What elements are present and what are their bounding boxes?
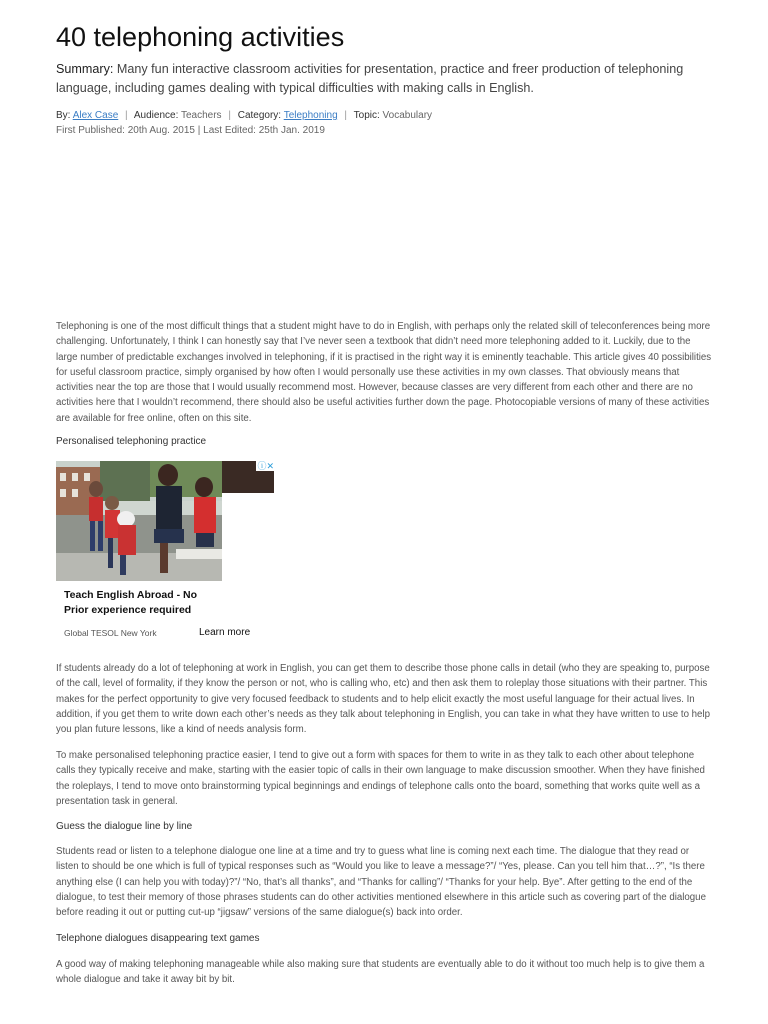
- category-link[interactable]: Telephoning: [283, 110, 338, 121]
- meta-separator: |: [228, 110, 231, 121]
- page-title: 40 telephoning activities: [56, 22, 345, 52]
- ad-advertiser: Global TESOL New York: [64, 628, 157, 638]
- audience-value: Teachers: [180, 110, 222, 121]
- ad-cta-button[interactable]: Learn more: [199, 627, 251, 638]
- article-meta: [56, 108, 432, 138]
- summary-text: Many fun interactive classroom activities for presentation, practice and freer production of telephoning language, including games dealing with typical difficulties with making calls in English.: [56, 62, 684, 95]
- meta-line: [56, 108, 432, 123]
- section-heading: Telephone dialogues disappearing text games: [56, 933, 260, 944]
- paragraph: To make personalised telephoning practice easier, I tend to give out a form with spaces for them to write in as they talk to each other about telephone calls they typically receive and make, starting with the easier topic of calls in their own language to make discussion smoother. When they have finished the roleplays, I tend to move onto brainstorming typical beginnings and endings of telephone calls onto the board, something that works quite well as a presentation task in general.: [56, 750, 705, 807]
- category-label: Category:: [237, 110, 282, 121]
- ad-photo: [56, 461, 222, 581]
- ad-headline[interactable]: Teach English Abroad - No Prior experience required: [64, 589, 198, 616]
- paragraph: Students read or listen to a telephone dialogue one line at a time and try to guess what line is coming next each time. The dialogue that they read or listen to should be one which is full of typical responses such as “Would you like to leave a message?”/ “Yes, please. Can you tell him that…?”, “Is there anything else (I can help you with today)?”/ “No, that’s all thanks”, and “Thanks for calling”/ “Thanks for your help. Bye”. After getting to the end of the dialogue, to test their memory of those phrases students can do other activities mentioned elsewhere in this article such as covering part of the dialogue before reading it out or putting cut-up “jigsaw” versions of the same dialogue(s) back into order.: [56, 846, 706, 919]
- paragraph: A good way of making telephoning manageable while also making sure that students are eventually able to do it without too much help is to give them a whole dialogue and take it away bit by bit.: [56, 959, 705, 986]
- ad-unit[interactable]: [56, 461, 274, 643]
- section-heading: Guess the dialogue line by line: [56, 821, 193, 832]
- meta-separator: |: [344, 110, 348, 121]
- section-heading: Personalised telephoning practice: [56, 436, 207, 447]
- paragraph: If students already do a lot of telephoning at work in English, you can get them to describe those phone calls in detail (who they are speaking to, purpose of the call, level of formality, if they know the person or not, who is calling who, etc) and then ask them to roleplay those situations with their partner. This makes for the perfect opportunity to give very focused feedback to students and to help elicit exactly the most useful language for their actual lives. In addition, if you get them to write down each other’s needs as they talk about telephoning in English, you can take in what they have written to use to help you plan future lessons, like a kind of needs analysis form.: [56, 663, 710, 736]
- meta-separator: |: [125, 110, 128, 121]
- topic-value: Vocabulary: [382, 110, 433, 121]
- by-label: By:: [56, 110, 71, 121]
- author-link[interactable]: Alex Case: [72, 110, 119, 121]
- intro-paragraph: Telephoning is one of the most difficult things that a student might have to do in English, with perhaps only the related skill of teleconferences being more challenging. Unfortunately, I think I can honestly say that I’ve never seen a textbook that didn’t need more telephoning added to it. Luckily, due to the large number of predictable exchanges involved in telephoning, if it is practised in the right way it is eminently teachable. This article gives 40 possibilities for useful classroom practice, simply organised by how often I would personally use these activities in my own classes. That obviously means that activities near the top are those that I would usually recommend most. However, because classes are very different from each other and there are no activities here that I wouldn’t recommend, there should also be useful activities further down the page. Photocopiable versions of many of these activities are available for free online, often on this site.: [56, 321, 712, 424]
- publish-dates: First Published: 20th Aug. 2015 | Last Edited: 25th Jan. 2019: [56, 125, 325, 136]
- article-summary: [56, 60, 712, 98]
- audience-label: Audience:: [133, 110, 179, 121]
- ad-image[interactable]: [56, 461, 222, 581]
- topic-label: Topic:: [353, 110, 380, 121]
- summary-label: Summary:: [56, 62, 114, 76]
- ad-choices-icon[interactable]: ⓘ✕: [257, 461, 274, 471]
